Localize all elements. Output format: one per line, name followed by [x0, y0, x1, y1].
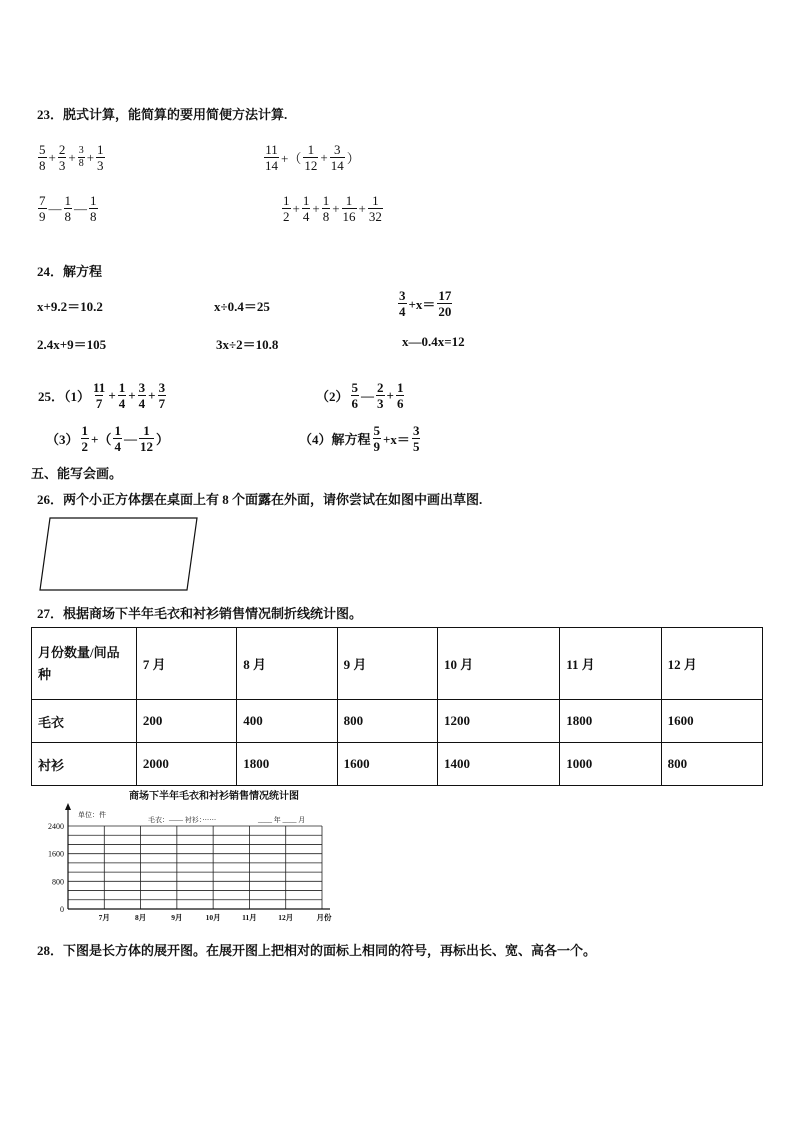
chart-unit-label: 单位：件	[78, 811, 106, 819]
q24-equation-1: x+9.2＝10.2	[37, 299, 103, 314]
table-header-month: 9 月	[337, 628, 437, 700]
chart-legend: 毛衣：—— 衬衫：······	[148, 816, 217, 824]
q23-expr-3: $\frac{7}{9}$ — $\frac{1}{8}$ — $\frac{1}{8}$	[39, 193, 97, 224]
table-header-cell: 月份数量/间品种	[32, 628, 137, 700]
table-header-month: 8 月	[237, 628, 337, 700]
q24-title: 24．解方程	[37, 264, 103, 279]
table-cell: 200	[136, 700, 236, 743]
q25-part-4: （4）解方程 $\frac{5}{9}$ +x＝ $\frac{3}{5}$	[299, 423, 420, 454]
chart-y-ticks	[48, 822, 64, 914]
x-tick-label: 7月	[98, 913, 110, 922]
q25-part-3: （3） $\frac{1}{2}$ +（ $\frac{1}{4}$ — $\frac{1}{12}$ ）	[46, 423, 169, 454]
table-header-row	[32, 628, 763, 700]
table-cell: 1400	[438, 743, 560, 786]
table-row	[32, 700, 763, 743]
q26-title: 26．两个小正方体摆在桌面上有 8 个面露在外面，请你尝试在如图中画出草图.	[37, 492, 483, 507]
y-tick-label: 800	[52, 877, 64, 887]
q24-equation-2: x÷0.4＝25	[214, 299, 270, 314]
q25-part-2: （2） $\frac{5}{6}$ — $\frac{2}{3}$ + $\frac{1}{6}$	[316, 380, 404, 411]
q24-equation-5: 3x÷2＝10.8	[216, 337, 279, 352]
q27-title: 27．根据商场下半年毛衣和衬衫销售情况制折线统计图。	[37, 606, 363, 621]
y-tick-label: 1600	[48, 849, 64, 859]
x-tick-label: 11月	[242, 913, 257, 922]
table-row	[32, 743, 763, 786]
y-tick-label: 0	[60, 905, 64, 914]
table-cell: 1800	[560, 700, 661, 743]
q23-expr-2: $\frac{11}{14}$ +（ $\frac{1}{12}$ + $\frac{3}{14}$ ）	[265, 142, 360, 173]
q24-equation-4: 2.4x+9＝105	[37, 337, 107, 352]
parallelogram-drawing-area	[38, 515, 200, 593]
table-header-month: 7 月	[136, 628, 236, 700]
chart-x-ticks	[99, 912, 332, 922]
chart-date-label: ____ 年 ____ 月	[258, 816, 306, 824]
q23-expr-4: $\frac{1}{2}$ + $\frac{1}{4}$ + $\frac{1}{8}$ + $\frac{1}{16}$ + $\frac{1}{32}$	[283, 193, 382, 224]
table-cell: 400	[237, 700, 337, 743]
y-axis-arrow	[65, 803, 71, 810]
table-cell: 1000	[560, 743, 661, 786]
x-tick-label: 8月	[134, 913, 147, 922]
table-row-label: 衬衫	[32, 743, 137, 786]
table-cell: 1600	[661, 700, 762, 743]
table-cell: 1200	[438, 700, 560, 743]
q28-title: 28．下图是长方体的展开图。在展开图上把相对的面标上相同的符号，再标出长、宽、高各一个。	[37, 943, 597, 958]
x-tick-label: 9月	[171, 913, 183, 922]
table-cell: 2000	[136, 743, 236, 786]
chart-grid	[68, 826, 322, 909]
section-5-heading: 五、能写会画。	[31, 466, 123, 481]
x-tick-label: 12月	[278, 913, 294, 922]
table-header-month: 10 月	[438, 628, 560, 700]
q24-equation-6: x—0.4x=12	[402, 334, 465, 349]
table-cell: 800	[661, 743, 762, 786]
table-cell: 800	[337, 700, 437, 743]
x-tick-label: 10月	[205, 913, 221, 922]
sales-table	[31, 627, 763, 786]
table-header-month: 12 月	[661, 628, 762, 700]
x-axis-unit: 月份	[316, 913, 332, 922]
chart-title: 商场下半年毛衣和衬衫销售情况统计图	[129, 791, 299, 802]
table-cell: 1600	[337, 743, 437, 786]
table-row-label: 毛衣	[32, 700, 137, 743]
q24-equation-3: $\frac{3}{4}$ +x＝ $\frac{17}{20}$	[399, 288, 452, 319]
y-tick-label: 2400	[48, 822, 64, 831]
blank-line-chart	[30, 786, 360, 926]
table-header-month: 11 月	[560, 628, 661, 700]
q25-part-1: 25．（1） $\frac{11}{7}$ + $\frac{1}{4}$ + $\frac{3}{4}$ + $\frac{3}{7}$	[38, 380, 166, 411]
table-cell: 1800	[237, 743, 337, 786]
q23-expr-1: $\frac{5}{8}$ + $\frac{2}{3}$ + $\frac{3}{8}$ + $\frac{1}{3}$	[39, 142, 104, 173]
q23-title: 23．脱式计算，能简算的要用简便方法计算.	[37, 107, 288, 122]
